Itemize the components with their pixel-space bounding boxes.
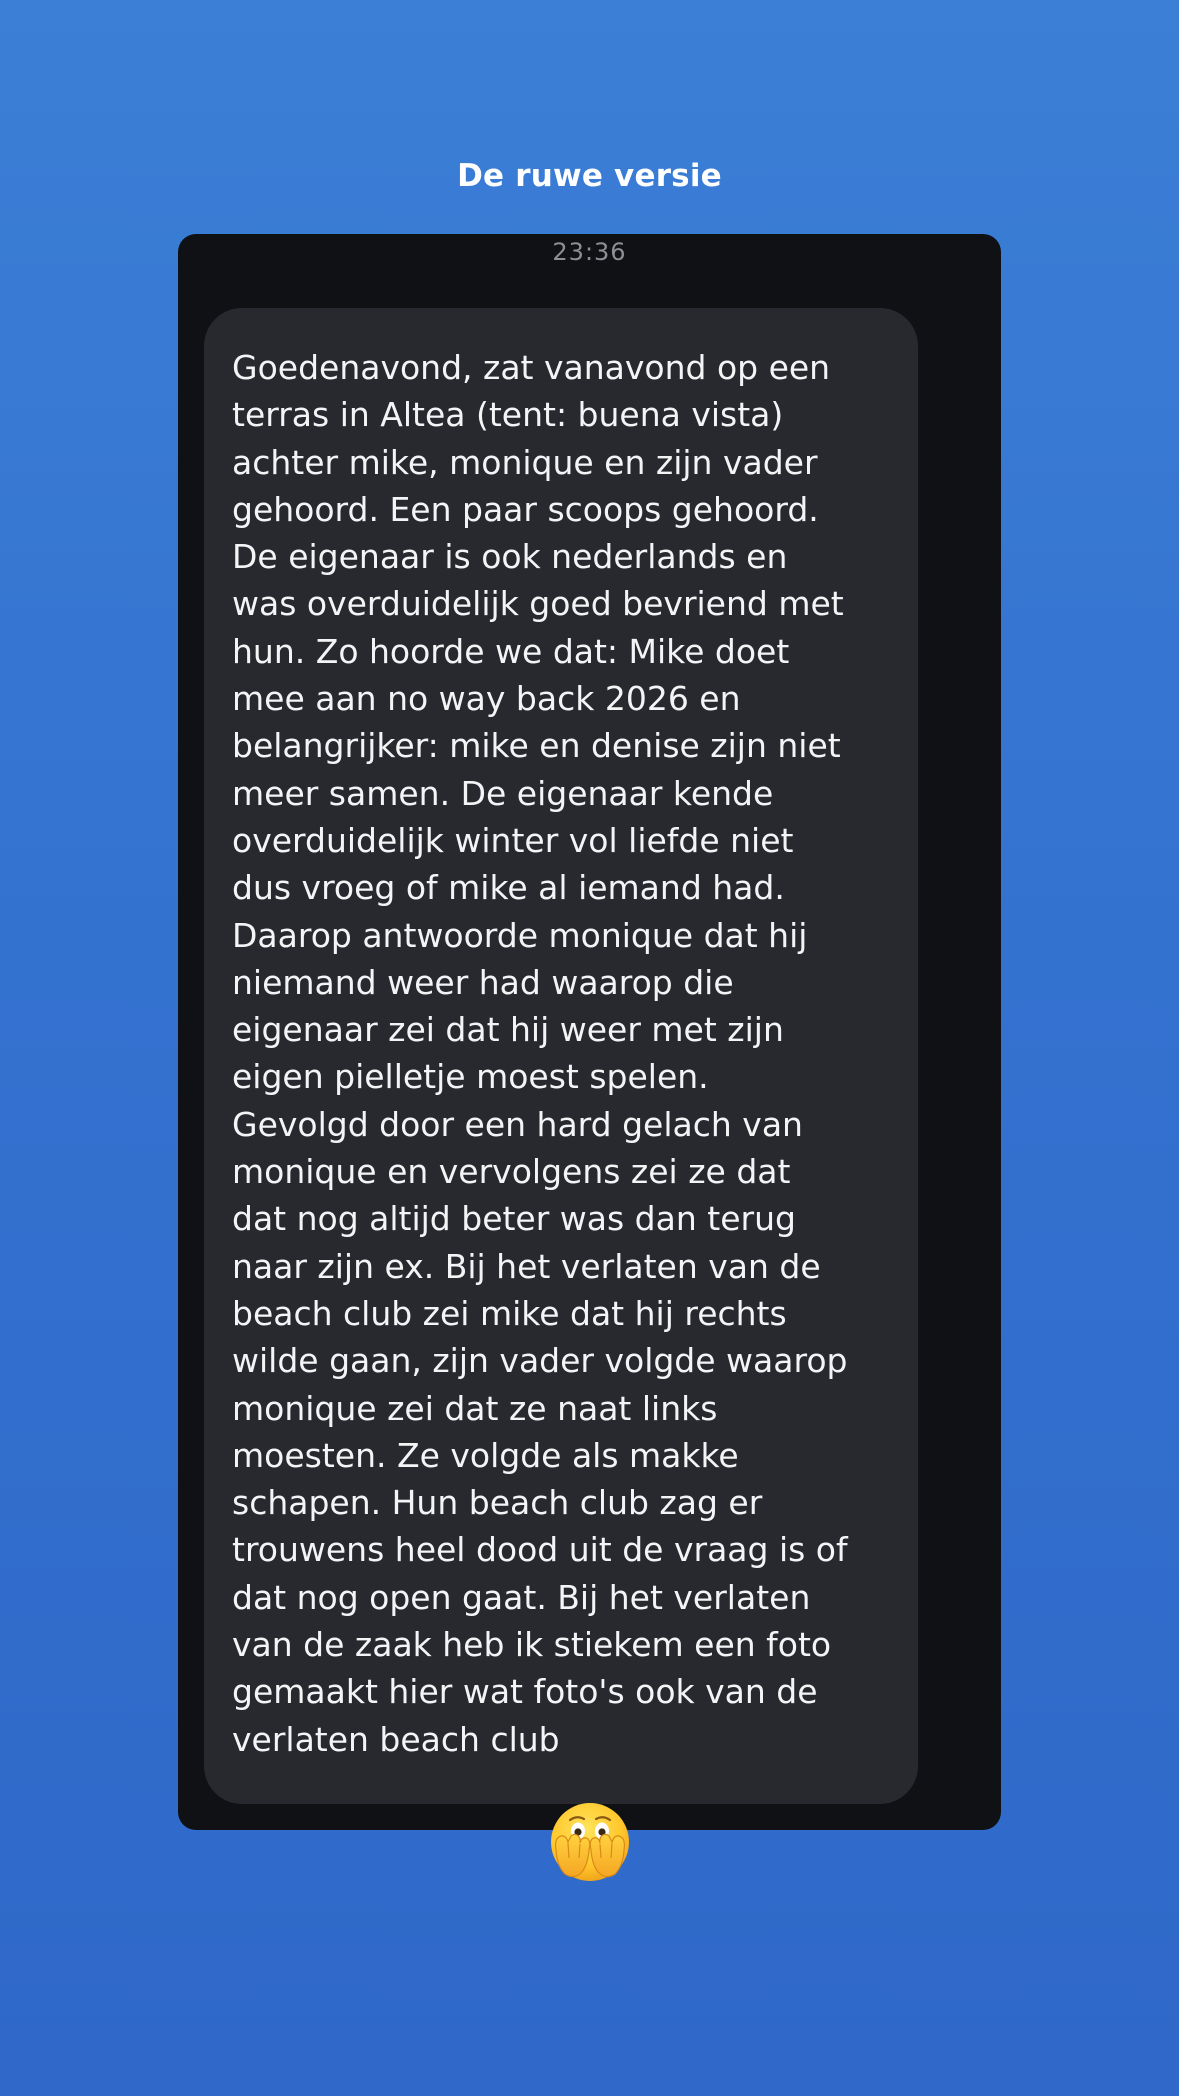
face-with-open-eyes-and-hand-over-mouth-icon[interactable] [548, 1800, 632, 1884]
message-text: Goedenavond, zat vanavond op een terras in Altea (tent: buena vista) achter mike, monique en zijn vader gehoord. Een paar scoops gehoord. De eigenaar is ook nederlands en was overduidelijk goed bevriend met hun. Zo hoorde we dat: Mike doet mee aan no way back 2026 en belangrijker: mike en denise zijn niet meer samen. De eigenaar kende overduidelijk winter vol liefde niet dus vroeg of mike al iemand had. Daarop antwoorde monique dat hij niemand weer had waarop die eigenaar zei dat hij weer met zijn eigen pielletje moest spelen. Gevolgd door een hard gelach van monique en vervolgens zei ze dat dat nog altijd beter was dan terug naar zijn ex. Bij het verlaten van de beach club zei mike dat hij rechts wilde gaan, zijn vader volgde waarop monique zei dat ze naat links moesten. Ze volgde als makke schapen. Hun beach club zag er trouwens heel dood uit de vraag is of dat nog open gaat. Bij het verlaten van de zaak heb ik stiekem een foto gemaakt hier wat foto's ook van de verlaten beach club [232, 348, 848, 1759]
message-bubble [204, 308, 918, 1804]
message-timestamp: 23:36 [552, 238, 627, 266]
story-title: De ruwe versie [457, 158, 722, 194]
chat-screenshot [178, 234, 1001, 1830]
